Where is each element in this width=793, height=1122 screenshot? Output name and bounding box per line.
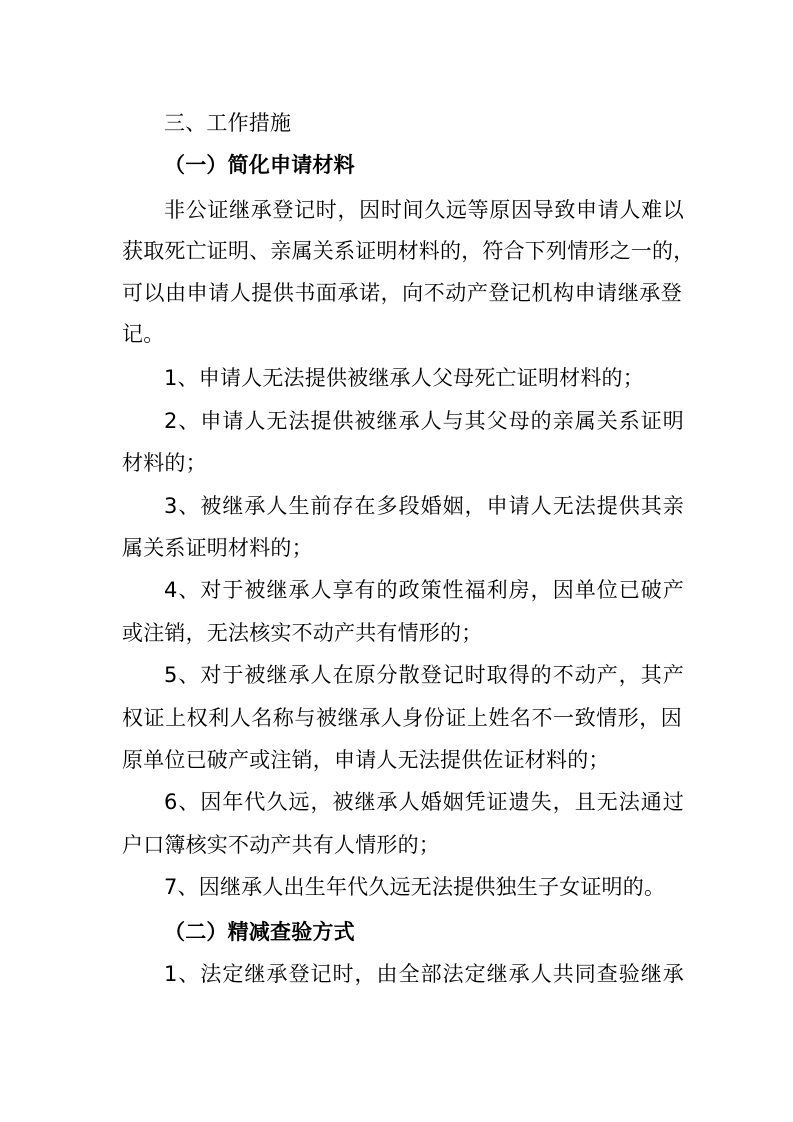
section-heading: 三、工作措施	[164, 111, 292, 135]
subsection-heading: （二）精减查验方式	[164, 920, 355, 944]
list-item-continuation: 权证上权利人名称与被继承人身份证上姓名不一致情形，因	[122, 706, 682, 730]
paragraph-line: 可以由申请人提供书面承诺，向不动产登记机构申请继承登	[122, 281, 682, 305]
list-item-continuation: 属关系证明材料的；	[122, 536, 313, 560]
list-item: 3、被继承人生前存在多段婚姻，申请人无法提供其亲	[164, 494, 684, 518]
list-item: 4、对于被继承人享有的政策性福利房，因单位已破产	[164, 578, 684, 602]
paragraph-line: 记。	[122, 322, 165, 346]
list-item: 5、对于被继承人在原分散登记时取得的不动产，其产	[164, 663, 684, 687]
list-item-continuation: 材料的；	[122, 451, 207, 475]
list-item: 1、申请人无法提供被继承人父母死亡证明材料的；	[164, 366, 644, 390]
list-item: 1、法定继承登记时，由全部法定继承人共同查验继承	[164, 962, 684, 986]
list-item: 2、申请人无法提供被继承人与其父母的亲属关系证明	[164, 409, 684, 433]
paragraph-line: 非公证继承登记时，因时间久远等原因导致申请人难以	[164, 198, 684, 222]
list-item: 6、因年代久远，被继承人婚姻凭证遗失，且无法通过	[164, 790, 684, 814]
paragraph-line: 获取死亡证明、亲属关系证明材料的，符合下列情形之一的，	[122, 239, 695, 263]
subsection-heading: （一）简化申请材料	[164, 153, 355, 177]
list-item-continuation: 或注销，无法核实不动产共有情形的；	[122, 621, 483, 645]
list-item-continuation: 原单位已破产或注销，申请人无法提供佐证材料的；	[122, 748, 610, 772]
list-item-continuation: 户口簿核实不动产共有人情形的；	[122, 833, 440, 857]
list-item: 7、因继承人出生年代久远无法提供独生子女证明的。	[164, 875, 666, 899]
